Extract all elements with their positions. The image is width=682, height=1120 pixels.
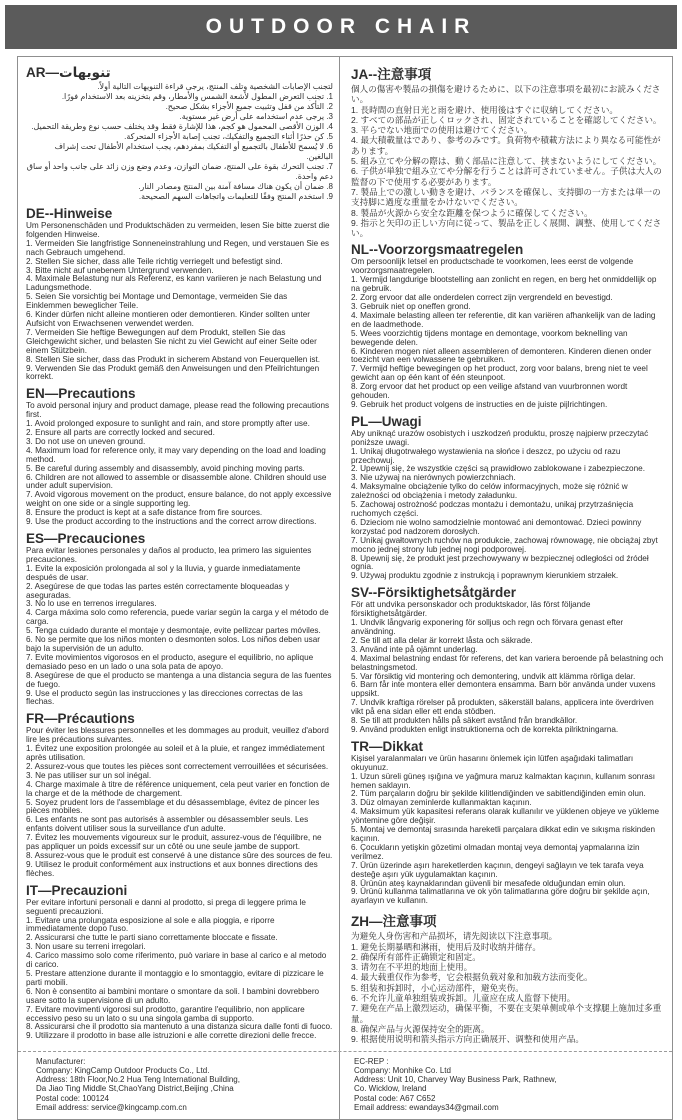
text-line: 7. تجنب التحرك بقوة على المنتج، ضمان التوازن، وعدم وضع وزن زائد على جانب واحد أو ساق دعم واحدة. [26, 162, 333, 181]
text-line: 2. Stellen Sie sicher, dass alle Teile richtig verriegelt und befestigt sind. [26, 256, 283, 266]
text-line: 7. Ürün üzerinde aşırı hareketlerden kaçının, dengeyi sağlayın ve tek tarafa veya desteğe aşırı yük uygulamaktan kaçının. [351, 860, 644, 879]
section-nl [351, 242, 664, 409]
text-line: 5. 組み立てや分解の際は、動く部品に注意して、挟まないようにしてください。 [351, 156, 662, 167]
text-line: Per evitare infortuni personali e danni al prodotto, si prega di leggere prima le seguenti precauzioni. [26, 897, 306, 916]
text-line: 3. Düz olmayan zeminlerde kullanmaktan kaçının. [351, 798, 532, 808]
text-line: 8. Ensure the product is kept at a safe distance from fire sources. [26, 508, 263, 518]
section-body-nl [351, 258, 664, 409]
text-line: 为避免人身伤害和产品损坏，请先阅读以下注意事项。 [351, 931, 558, 942]
text-line: 9. Utilizzare il prodotto in base alle istruzioni e alle corrette direzioni delle frecce. [26, 1031, 317, 1041]
text-line: 5. Seien Sie vorsichtig bei Montage und Demontage, vermeiden Sie das Einklemmen beweglicher Teile. [26, 292, 288, 311]
text-line: 9. Ürünü kullanma talimatlarına ve ok yön talimatlarına göre doğru bir şekilde açın, ayarlayın ve kullanın. [351, 887, 650, 906]
section-heading-ar: AR—تنويهات [26, 65, 111, 80]
text-line: 9. Verwenden Sie das Produkt gemäß den Anweisungen und den Pfeilrichtungen korrekt. [26, 363, 320, 382]
text-line: Aby uniknąć urazów osobistych i uszkodzeń produktu, proszę najpierw przeczytać poniższe uwagi. [351, 428, 649, 447]
text-line: 8. Assicurarsi che il prodotto sia mantenuto a una distanza sicura dalle fonti di fuoco. [26, 1022, 333, 1032]
section-heading-fr: FR—Précautions [26, 711, 135, 727]
text-line: 1. تجنب التعرض المطول لأشعة الشمس والأمطار، وقم بتخزينه بعد الاستخدام فورًا. [61, 92, 333, 101]
section-heading-ja: JA--注意事項 [351, 67, 432, 82]
section-body-ja [351, 84, 664, 238]
section-body-tr [351, 755, 664, 906]
section-heading-it: IT—Precauzioni [26, 882, 128, 898]
text-line: 8. Zorg ervoor dat het product op een veilige afstand van vuurbronnen wordt gehouden. [351, 382, 628, 401]
content-box [17, 56, 673, 1120]
text-line: 1. Vermeiden Sie langfristige Sonneneinstrahlung und Regen, und verstauen Sie es nach Gebrauch umgehend. [26, 238, 330, 257]
text-line: لتجنب الإصابات الشخصية وتلف المنتج، يرجى قراءة التنويهات التالية أولاً. [97, 82, 333, 91]
text-line: 1. Evite la exposición prolongada al sol y la lluvia, y guarde inmediatamente después de usar. [26, 563, 301, 582]
text-line: 1. Unikaj długotrwałego wystawienia na słońce i deszcz, po użyciu od razu przechowuj. [351, 446, 621, 465]
text-line: 5. Be careful during assembly and disassembly, avoid pinching moving parts. [26, 463, 305, 473]
text-line: 8. 确保产品与火源保持安全的距离。 [351, 1023, 490, 1034]
text-line: 6. No se permite que los niños monten o desmonten solos. Los niños deben usar bajo la supervisión de un adulto. [26, 635, 321, 653]
text-line: 4. الوزن الأقصى المحمول هو كجم، هذا للإشارة فقط وقد يختلف حسب نوع وطريقة التحميل. [31, 122, 333, 131]
text-line: 1. 避免长期暴晒和淋雨，使用后及时收纳并储存。 [351, 941, 542, 952]
section-tr [351, 739, 664, 906]
text-line: 5. Zachowaj ostrożność podczas montażu i demontażu, unikaj przytrzaśnięcia ruchomych części. [351, 500, 634, 519]
text-line: 6. Les enfants ne sont pas autorisés à assembler ou désassembler seuls. Les enfants doivent utiliser sous la surveillance d'un adulte. [26, 815, 309, 834]
text-line: Kişisel yaralanmaları ve ürün hasarını önlemek için lütfen aşağıdaki talimatları okuyunuz. [351, 753, 634, 772]
text-line: 8. Upewnij się, że produkt jest przechowywany w bezpiecznej odległości od źródeł ognia. [351, 553, 649, 572]
text-line: 9. Använd produkten enligt instruktionerna och de korrekta pilriktningarna. [351, 724, 619, 734]
text-line: 6. Kinderen mogen niet alleen assembleren of demonteren. Kinderen dienen onder toezicht van een volwassene te gebruiken. [351, 346, 652, 365]
section-body-en [26, 402, 333, 527]
section-ar [26, 65, 333, 202]
text-line: 7. Unikaj gwałtownych ruchów na produkcie, zachowaj równowagę, nie obciążaj zbyt mocno jednej strony lub jednej nogi podporowej. [351, 535, 658, 554]
text-line: 2. Ensure all parts are correctly locked and secured. [26, 428, 215, 438]
text-line: 2. Se till att alla delar är korrekt låsta och säkrade. [351, 635, 533, 645]
page-title: OUTDOOR CHAIR [205, 15, 477, 38]
text-line: 個人の傷害や製品の損傷を避けるために、以下の注意事項を最初にお読みください。 [351, 84, 661, 105]
section-zh [351, 910, 664, 1044]
section-heading-en: EN—Precautions [26, 386, 136, 402]
text-line: Company: Monhike Co. Ltd [354, 1065, 451, 1075]
text-line: 9. Use the product according to the instructions and the correct arrow directions. [26, 517, 317, 527]
text-line: 5. Soyez prudent lors de l'assemblage et du désassemblage, évitez de pincer les pièces mobiles. [26, 797, 320, 816]
section-it [26, 883, 333, 1042]
columns [18, 57, 672, 1051]
text-line: 4. Maksimum yük kapasitesi referans olarak kullanılır ve yüklenen objeye ve yükleme yöntemine göre değişir. [351, 807, 660, 826]
text-line: 6. Non è consentito ai bambini montare o smontare da soli. I bambini dovrebbero usare sotto la supervisione di un adulto. [26, 986, 320, 1005]
text-line: 2. التأكد من قفل وتثبيت جميع الأجزاء بشكل صحيح. [165, 102, 333, 111]
section-fr [26, 711, 333, 878]
text-line: För att undvika personskador och produktskador, läs först följande försiktighetsåtgärder. [351, 600, 591, 619]
text-line: 6. 子供が単独で組み立てや分解を行うことは許可されていません。子供は大人の監督の下で使用する必要があります。 [351, 166, 662, 187]
section-heading-de: DE--Hinweise [26, 206, 113, 221]
text-line: 2. Tüm parçaların doğru bir şekilde kilitlendiğinden ve sabitlendiğinden emin olun. [351, 789, 646, 799]
text-line: 8. Ürünün ateş kaynaklarından güvenli bir mesafede olduğundan emin olun. [351, 878, 626, 888]
text-line: 7. Vermeiden Sie heftige Bewegungen auf dem Produkt, stellen Sie das Gleichgewicht sicher, und belasten Sie nicht zu viel Gewicht auf einer Seite oder einem Stützbein. [26, 327, 317, 355]
column-left [18, 57, 340, 1051]
text-line: 1. Undvik långvarig exponering för solljus och regn och förvara genast efter användning. [351, 618, 624, 636]
section-body-zh [351, 931, 664, 1044]
text-line: 3. 请勿在不平坦的地面上使用。 [351, 962, 473, 973]
text-line: 1. 長時間の直射日光と雨を避け、使用後はすぐに収納してください。 [351, 104, 619, 115]
text-line: 7. Évitez les mouvements vigoureux sur le produit, assurez-vous de l'équilibre, ne pas appliquer un poids excessif sur un côté ou une seule jambe de support. [26, 833, 322, 852]
text-line: 3. No lo use en terrenos irregulares. [26, 599, 157, 609]
text-line: 2. Upewnij się, że wszystkie części są prawidłowo zablokowane i zabezpieczone. [351, 464, 645, 474]
text-line: 9. 根据使用说明和箭头指示方向正确展开、调整和使用产品。 [351, 1034, 584, 1045]
text-line: Address: 18th Floor,No.2 Hua Teng International Building, [36, 1075, 240, 1085]
text-line: Co. Wicklow, Ireland [354, 1084, 427, 1094]
text-line: 5. Montaj ve demontaj sırasında hareketli parçalara dikkat edin ve sıkışma riskinden kaçının. [351, 825, 655, 844]
text-line: 5. Tenga cuidado durante el montaje y desmontaje, evite pellizcar partes móviles. [26, 626, 321, 636]
section-sv [351, 585, 664, 735]
section-heading-sv: SV--Försiktighetsåtgärder [351, 585, 517, 601]
section-body-ar [26, 82, 333, 202]
text-line: To avoid personal injury and product damage, please read the following precautions first. [26, 401, 330, 420]
text-line: 2. Asegúrese de que todas las partes estén correctamente bloqueadas y aseguradas. [26, 581, 290, 600]
text-line: 3. Bitte nicht auf unebenem Untergrund verwenden. [26, 265, 214, 275]
document-page [0, 5, 682, 1120]
section-heading-pl: PL—Uwagi [351, 413, 422, 429]
section-body-de [26, 222, 333, 382]
text-line: 4. Carico massimo solo come riferimento, può variare in base al carico e al metodo di carico. [26, 951, 327, 970]
text-line: 6. 不允许儿童单独组装或拆卸。儿童应在成人监督下使用。 [351, 993, 576, 1004]
text-line: Om persoonlijk letsel en productschade te voorkomen, lees eerst de volgende voorzorgsmaatregelen. [351, 257, 634, 276]
text-line: 2. すべての部品が正しくロックされ、固定されていることを確認してください。 [351, 114, 662, 125]
section-de [26, 206, 333, 382]
section-pl [351, 414, 664, 581]
text-line: 5. كن حذرًا أثناء التجميع والتفكيك، تجنب إصابة الأجزاء المتحركة. [124, 132, 333, 141]
section-body-pl [351, 430, 664, 581]
title-banner [5, 5, 677, 49]
text-line: 1. Vermijd langdurige blootstelling aan zonlicht en regen, en berg het onmiddellijk op na gebruik. [351, 275, 657, 294]
text-line: EC-REP : [354, 1056, 389, 1066]
text-line: Email address: service@kingcamp.com.cn [36, 1103, 187, 1113]
text-line: 3. 平らでない地面での使用は避けてください。 [351, 125, 533, 136]
text-line: 7. Avoid vigorous movement on the product, ensure balance, do not apply excessive weight on one side or a single supporting leg. [26, 490, 332, 509]
text-line: 7. Undvik kraftiga rörelser på produkten, säkerställ balans, applicera inte överdriven vikt på ena sidan eller ett enda stödben. [351, 698, 654, 717]
text-line: 8. Se till att produkten hålls på säkert avstånd från brandkällor. [351, 716, 578, 726]
text-line: 3. Nie używaj na nierównych powierzchniach. [351, 473, 516, 483]
text-line: 4. Charge maximale à titre de référence uniquement, cela peut varier en fonction de la charge et de la méthode de chargement. [26, 779, 330, 798]
text-line: 4. Maksymalne obciążenie tylko do celów informacyjnych, może się różnić w zależności od obciążenia i metody załadunku. [351, 482, 628, 501]
text-line: 2. Assicurarsi che tutte le parti siano correttamente bloccate e fissate. [26, 933, 278, 943]
text-line: 5. 组装和拆卸时，小心运动部件，避免夹伤。 [351, 982, 524, 993]
text-line: 9. Use el producto según las instrucciones y las direcciones correctas de las flechas. [26, 688, 303, 707]
text-line: Postal code: 100124 [36, 1093, 109, 1103]
text-line: 6. Dzieciom nie wolno samodzielnie montować ani demontować. Dzieci powinny korzystać pod nadzorem dorosłych. [351, 517, 642, 536]
text-line: 6. Kinder dürfen nicht alleine montieren oder demontieren. Kinder sollten unter Aufsicht von Erwachsenen verwendet werden. [26, 310, 311, 328]
text-line: Manufacturer: [36, 1056, 86, 1066]
text-line: 4. Carga máxima solo como referencia, puede variar según la carga y el método de carga. [26, 608, 329, 627]
text-line: 7. Evite movimientos vigorosos en el producto, asegure el equilibrio, no aplique demasiado peso en un lado o una sola pata de apoyo. [26, 652, 314, 671]
section-en [26, 386, 333, 527]
text-line: Company: KingCamp Outdoor Products Co., Ltd. [36, 1065, 210, 1075]
text-line: 3. Använd inte på ojämnt underlag. [351, 644, 478, 654]
section-body-es [26, 547, 333, 707]
text-line: 3. يرجى عدم استخدامه على أرض غير مستوية. [179, 112, 333, 121]
manufacturer-block [18, 1052, 340, 1120]
text-line: 9. استخدم المنتج وفقًا للتعليمات واتجاهات السهم الصحيحة. [138, 192, 333, 201]
section-heading-nl: NL--Voorzorgsmaatregelen [351, 242, 524, 258]
text-line: 9. Utilisez le produit conformément aux instructions et aux bonnes directions des flèches. [26, 859, 318, 878]
text-line: 6. Çocukların yetişkin gözetimi olmadan montaj veya demontaj yapmalarına izin verilmez. [351, 842, 640, 861]
text-line: 9. Używaj produktu zgodnie z instrukcją i poprawnym kierunkiem strzałek. [351, 571, 619, 581]
text-line: 4. Maximum load for reference only, it may vary depending on the load and loading method. [26, 445, 326, 464]
text-line: 3. Do not use on uneven ground. [26, 436, 146, 446]
text-line: Pour éviter les blessures personnelles et les dommages au produit, veuillez d'abord lire les précautions suivantes. [26, 726, 329, 745]
text-line: Email address: ewandays34@gmail.com [354, 1103, 499, 1113]
text-line: 6. لا يُسمح للأطفال بالتجميع أو التفكيك بمفردهم، يجب استخدام الأطفال تحت إشراف البالغين. [54, 142, 333, 161]
text-line: 7. Vermijd heftige bewegingen op het product, zorg voor balans, breng niet te veel gewicht aan op één kant of één steunpoot. [351, 364, 648, 383]
text-line: 2. Assurez-vous que toutes les pièces sont correctement verrouillées et sécurisées. [26, 761, 329, 771]
section-heading-zh: ZH—注意事项 [351, 914, 437, 930]
text-line: Da Jiao Ting Middle St,ChaoYang District,Beijing ,China [36, 1084, 234, 1094]
text-line: 5. Var försiktig vid montering och demontering, undvik att klämma rörliga delar. [351, 671, 636, 681]
text-line: 8. 製品が火源から安全な距離を保つように確保してください。 [351, 207, 593, 218]
text-line: 7. 避免在产品上激烈运动，确保平衡，不要在支架单侧或单个支撑腿上施加过多重量。 [351, 1003, 662, 1024]
footer-row [18, 1051, 672, 1120]
section-body-sv [351, 601, 664, 735]
section-heading-es: ES—Precauciones [26, 531, 146, 546]
text-line: 4. Maximale belasting alleen ter referentie, dit kan variëren afhankelijk van de lading en de laadmethode. [351, 310, 656, 329]
text-line: 1. Evitare una prolungata esposizione al sole e alla pioggia, e riporre immediatamente dopo l'uso. [26, 915, 275, 934]
text-line: Postal code: A67 C652 [354, 1093, 436, 1103]
text-line: 8. Assurez-vous que le produit est conservé à une distance sûre des sources de feu. [26, 851, 333, 860]
text-line: 4. 最大载重仅作为参考，它会根据负载对象和加载方法而变化。 [351, 972, 593, 983]
text-line: 3. Gebruik niet op oneffen grond. [351, 301, 471, 311]
text-line: 4. Maximal belastning endast för referens, det kan variera beroende på belastning och belastningsmetod. [351, 653, 664, 672]
text-line: 9. Gebruik het product volgens de instructies en de juiste pijlrichtingen. [351, 399, 608, 409]
text-line: Um Personenschäden und Produktschäden zu vermeiden, lesen Sie bitte zuerst die folgenden Hinweise. [26, 221, 330, 239]
text-line: 2. 确保所有部件正确锁定和固定。 [351, 951, 481, 962]
text-line: 6. Children are not allowed to assemble or disassemble alone. Children should use under adult supervision. [26, 472, 327, 491]
text-line: 7. 製品上での激しい動きを避け、バランスを確保し、支持脚の一方または単一の支持脚に過度な重量をかけないでください。 [351, 186, 661, 208]
text-line: 4. 最大積載量はであり、参考のみです。負荷物や積載方法により異なる可能性があります。 [351, 135, 661, 156]
section-ja [351, 63, 664, 238]
column-right [340, 57, 672, 1051]
text-line: Address: Unit 10, Charvey Way Business Park, Rathnew, [354, 1075, 557, 1085]
text-line: 8. Asegúrese de que el producto se mantenga a una distancia segura de las fuentes de fuego. [26, 670, 332, 689]
section-heading-tr: TR—Dikkat [351, 738, 424, 754]
text-line: 5. Wees voorzichtig tijdens montage en demontage, voorkom beknelling van bewegende delen. [351, 328, 628, 347]
text-line: 8. ضمان أن يكون هناك مسافة آمنة بين المنتج ومصادر النار. [138, 182, 333, 191]
text-line: 7. Evitare movimenti vigorosi sul prodotto, garantire l'equilibrio, non applicare eccessivo peso su un lato o su una singola gamba di supporto. [26, 1004, 305, 1023]
ec-rep-block [340, 1052, 672, 1120]
section-body-it [26, 899, 333, 1042]
text-line: 3. Non usare su terreni irregolari. [26, 942, 146, 952]
section-body-fr [26, 727, 333, 878]
text-line: 3. Ne pas utiliser sur un sol inégal. [26, 770, 152, 780]
text-line: 2. Zorg ervoor dat alle onderdelen correct zijn vergrendeld en bevestigd. [351, 293, 613, 303]
text-line: 1. Uzun süreli güneş ışığına ve yağmura maruz kalmaktan kaçının, kullanım sonrası hemen saklayın. [351, 771, 655, 790]
text-line: 1. Avoid prolonged exposure to sunlight and rain, and store promptly after use. [26, 419, 310, 429]
section-es [26, 531, 333, 707]
text-line: 8. Stellen Sie sicher, dass das Produkt in sicherem Abstand von Feuerquellen ist. [26, 354, 321, 364]
text-line: 4. Maximale Belastung nur als Referenz, es kann variieren je nach Belastung und Ladungsmethode. [26, 274, 322, 293]
text-line: Para evitar lesiones personales y daños al producto, lea primero las siguientes precauciones. [26, 546, 312, 564]
text-line: 9. 指示と矢印の正しい方向に従って、製品を正しく展開、調整、使用してください。 [351, 217, 662, 239]
text-line: 6. Barn får inte montera eller demontera ensamma. Barn bör använda under vuxens uppsikt. [351, 680, 656, 699]
text-line: 5. Prestare attenzione durante il montaggio e lo smontaggio, evitare di pizzicare le parti mobili. [26, 968, 324, 987]
text-line: 1. Évitez une exposition prolongée au soleil et à la pluie, et rangez immédiatement après utilisation. [26, 744, 325, 763]
